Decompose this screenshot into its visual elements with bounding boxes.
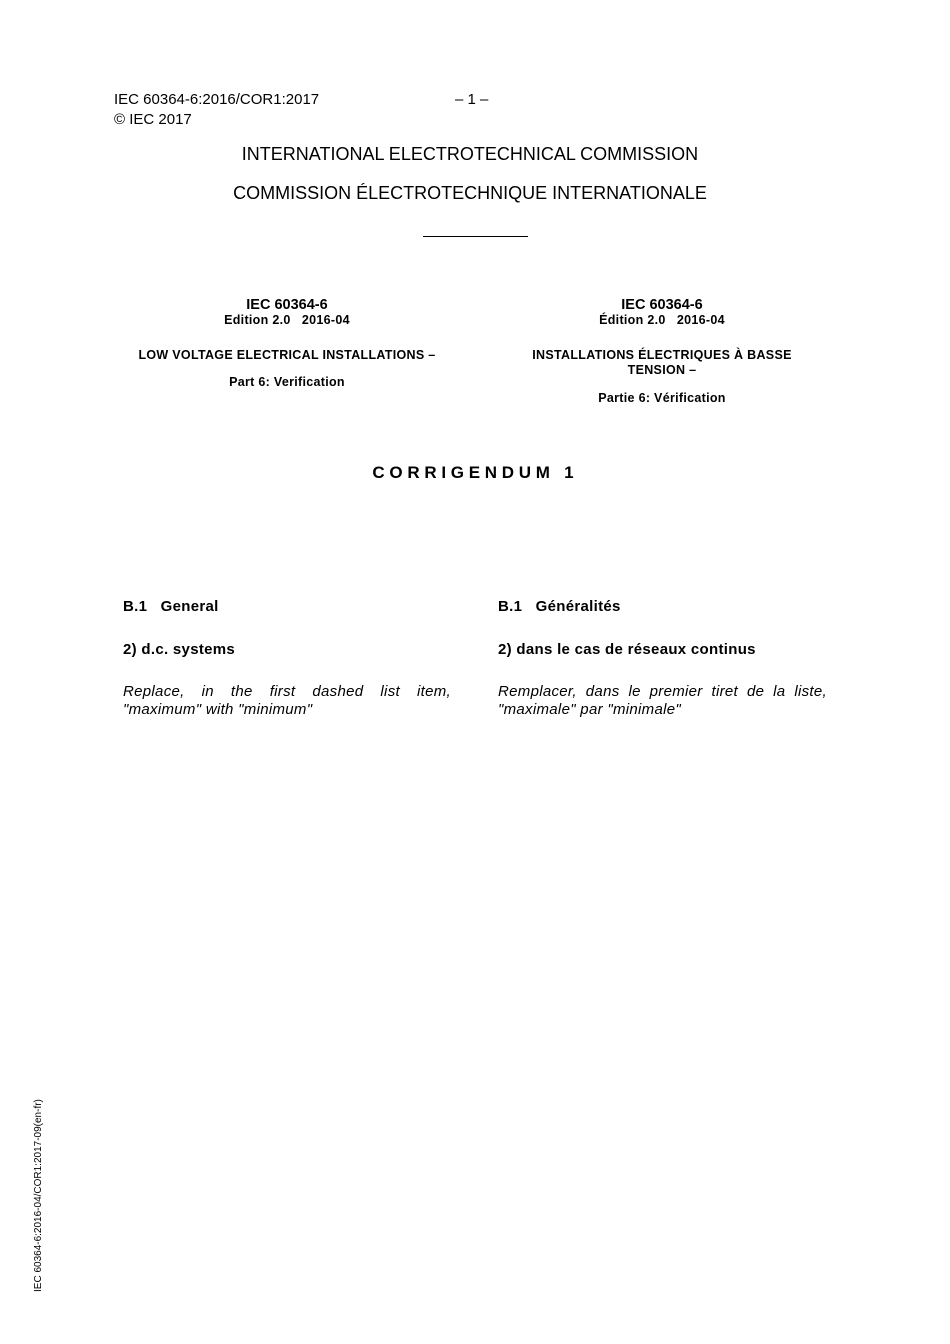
copyright: © IEC 2017 [114,111,192,128]
page-number: – 1 – [455,91,489,108]
right-header [497,297,827,405]
section-heading: B.1 General [123,598,219,615]
left-header [112,297,462,389]
correction-text: Replace, in the first dashed list item, "maximum" with "minimum" [123,683,451,718]
edition: Edition 2.0 2016-04 [224,313,350,327]
standard-number: IEC 60364-6 [246,297,328,313]
divider [423,236,528,237]
part-title: Partie 6: Vérification [598,391,726,405]
standard-title: LOW VOLTAGE ELECTRICAL INSTALLATIONS – [138,348,436,362]
edition: Édition 2.0 2016-04 [599,313,725,327]
subsection-heading: 2) d.c. systems [123,641,236,658]
standard-number: IEC 60364-6 [621,297,703,313]
document-code: IEC 60364-6:2016-04/COR1:2017-09(en-fr) [33,1099,44,1292]
standard-title: INSTALLATIONS ÉLECTRIQUES À BASSE TENSION – [532,348,792,377]
org-name-en: INTERNATIONAL ELECTROTECHNICAL COMMISSION [241,144,699,164]
correction-text: Remplacer, dans le premier tiret de la liste, "maximale" par "minimale" [498,683,827,718]
section-heading: B.1 Généralités [498,598,621,615]
org-name-fr: COMMISSION ÉLECTROTECHNIQUE INTERNATIONALE [233,183,707,203]
document-id: IEC 60364-6:2016/COR1:2017 [114,91,320,108]
part-title: Part 6: Verification [229,375,345,389]
corrigendum-title: C O R R I G E N D U M 1 [372,463,574,482]
subsection-heading: 2) dans le cas de réseaux continus [498,641,756,658]
